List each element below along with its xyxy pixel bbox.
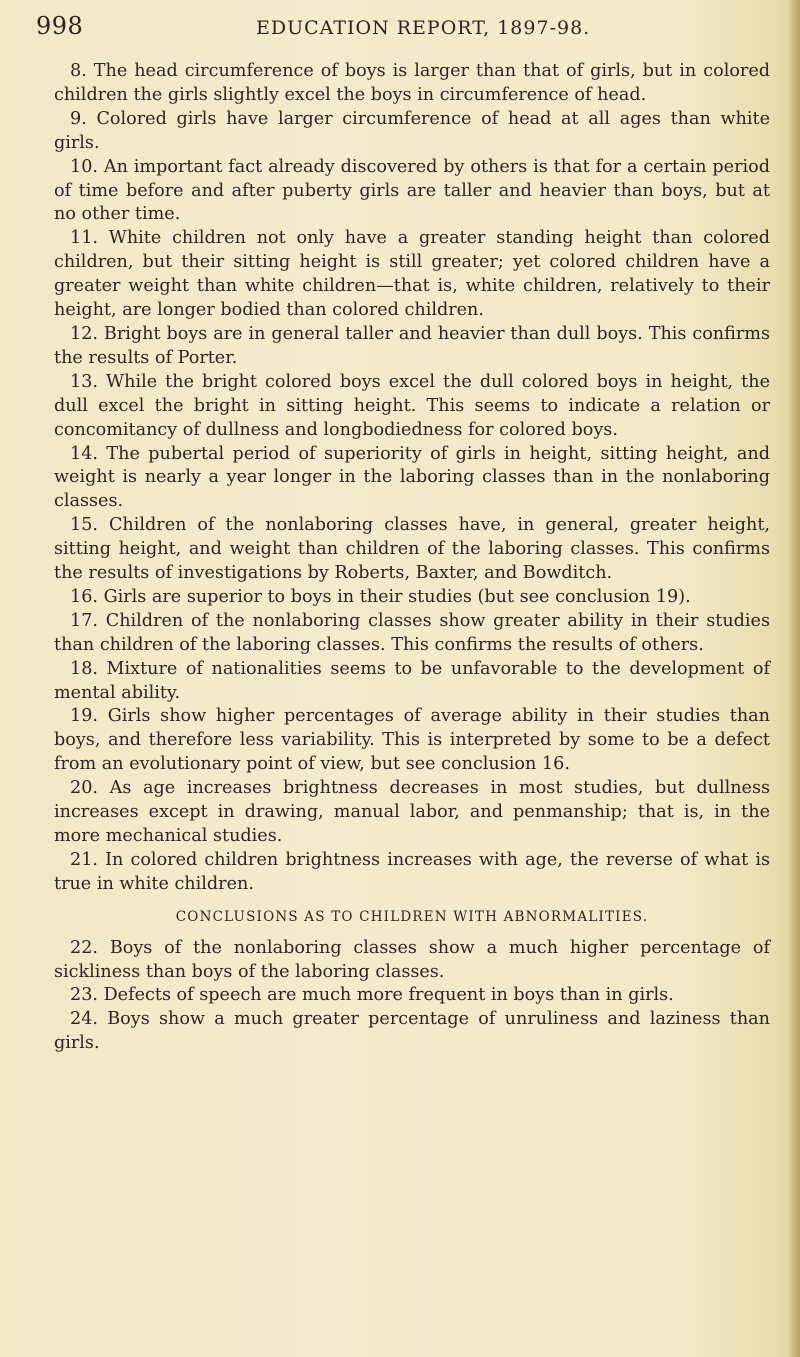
running-title: EDUCATION REPORT, 1897-98.: [256, 17, 591, 39]
body-text: [54, 60, 770, 1056]
page-number: 998: [36, 12, 84, 40]
conclusion-8: 8. The head circumference of boys is larger than that of girls, but in colored children the girls slightly excel the boys in circumference of head.: [54, 61, 770, 105]
conclusion-12: 12. Bright boys are in general taller and heavier than dull boys. This confirms the results of Porter.: [54, 323, 770, 368]
conclusion-14: 14. The pubertal period of superiority of girls in height, sitting height, and weight is nearly a year longer in the laboring classes than in the nonlaboring classes.: [54, 443, 770, 512]
page-edge-shadow: [788, 0, 800, 1357]
page-header: [36, 12, 756, 42]
conclusion-22: 22. Boys of the nonlaboring classes show a much higher percentage of sickliness than boys of the laboring classes.: [54, 937, 770, 982]
conclusion-10: 10. An important fact already discovered by others is that for a certain period of time before and after puberty girls are taller and heavier than boys, but at no other time.: [54, 156, 770, 225]
section-heading: CONCLUSIONS AS TO CHILDREN WITH ABNORMALITIES.: [175, 908, 649, 925]
conclusion-23: 23. Defects of speech are much more frequent in boys than in girls.: [70, 985, 674, 1006]
conclusion-15: 15. Children of the nonlaboring classes have, in general, greater height, sitting height, and weight than children of the laboring classes. This confirms the results of investigations by Roberts, Baxter, and Bowditch.: [54, 515, 770, 584]
conclusion-11: 11. White children not only have a greater standing height than colored children, but their sitting height is still greater; yet colored children have a greater weight than white children—that is, white children, relatively to their height, are longer bodied than colored children.: [54, 228, 770, 321]
conclusion-16: 16. Girls are superior to boys in their studies (but see conclusion 19).: [70, 586, 691, 607]
conclusion-13: 13. While the bright colored boys excel the dull colored boys in height, the dull excel the bright in sitting height. This seems to indicate a relation or concomitancy of dullness and longbodiedness for colored boys.: [54, 371, 770, 440]
conclusion-19: 19. Girls show higher percentages of average ability in their studies than boys, and therefore less variability. This is interpreted by some to be a defect from an evolutionary point of view, but see conclusion 16.: [54, 706, 770, 775]
conclusion-21: 21. In colored children brightness increases with age, the reverse of what is true in white children.: [54, 849, 770, 894]
conclusion-9: 9. Colored girls have larger circumference of head at all ages than white girls.: [54, 108, 770, 153]
conclusion-18: 18. Mixture of nationalities seems to be unfavorable to the development of mental ability.: [54, 658, 770, 703]
conclusion-24: 24. Boys show a much greater percentage of unruliness and laziness than girls.: [54, 1009, 770, 1054]
conclusion-20: 20. As age increases brightness decreases in most studies, but dullness increases except in drawing, manual labor, and penmanship; that is, in the more mechanical studies.: [54, 778, 770, 846]
conclusion-17: 17. Children of the nonlaboring classes show greater ability in their studies than children of the laboring classes. This confirms the results of others.: [54, 610, 770, 655]
